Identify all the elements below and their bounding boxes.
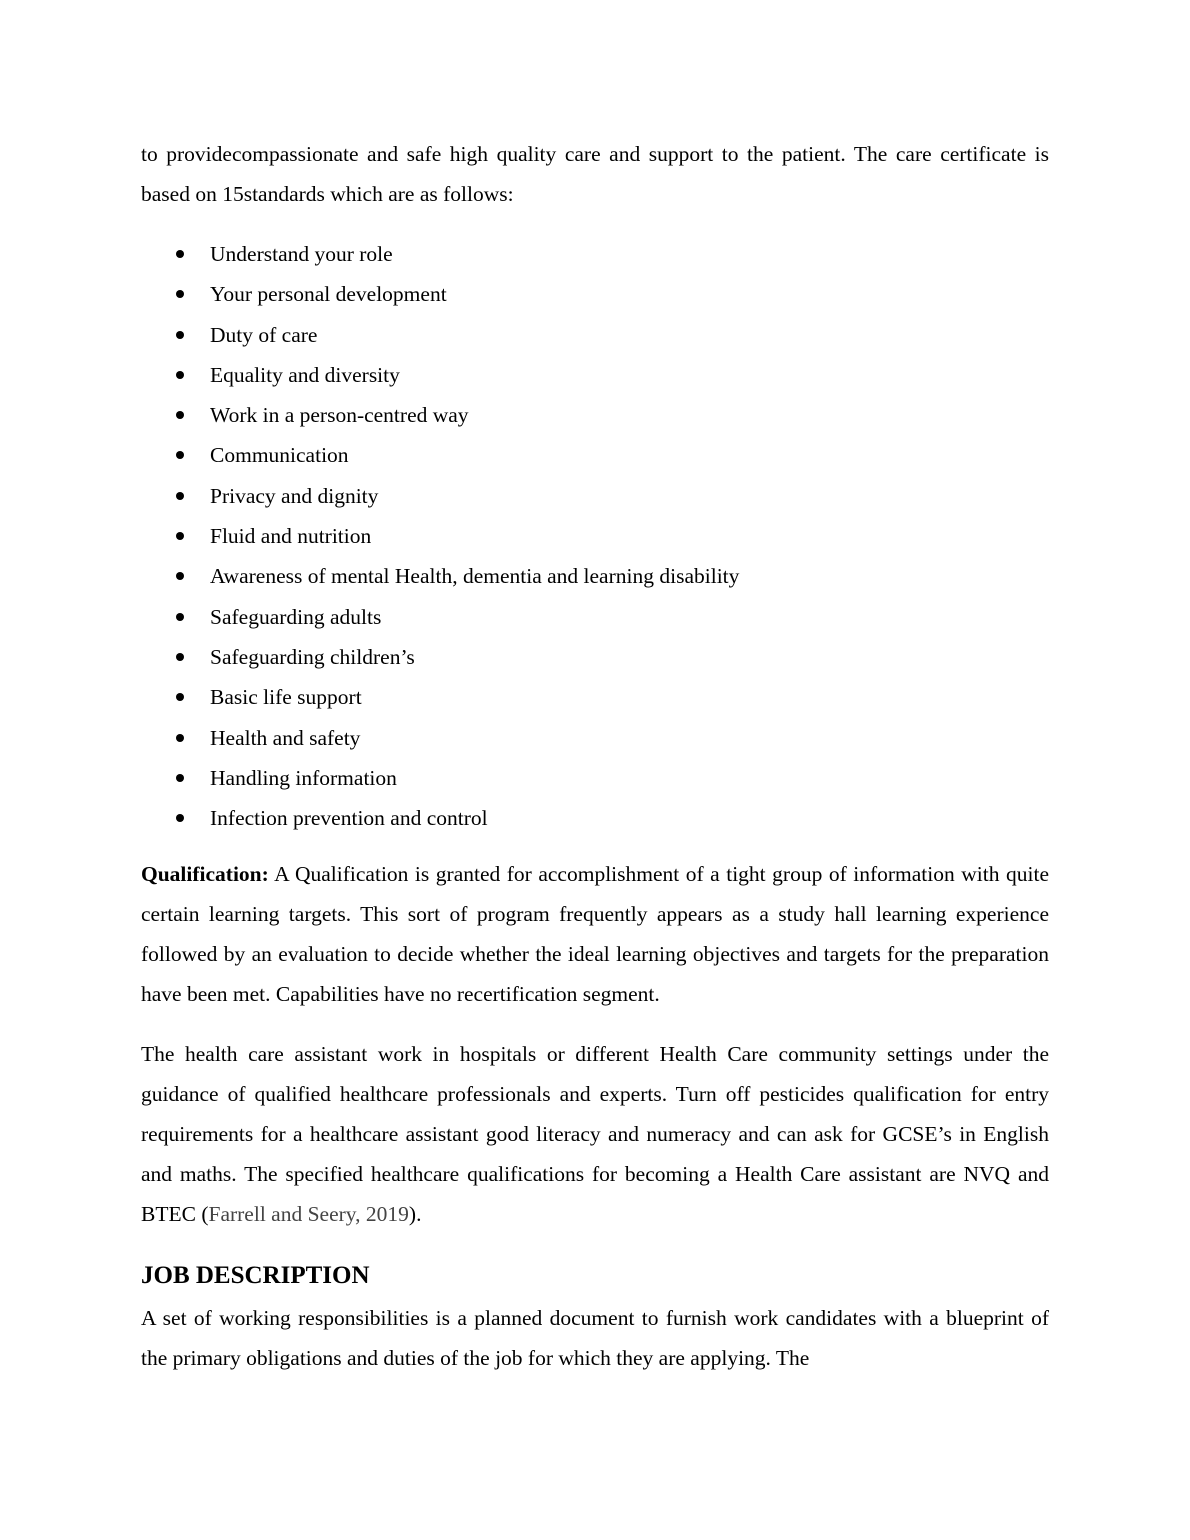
list-item: Communication	[141, 435, 1049, 475]
qualification-text: A Qualification is granted for accomplishment of a tight group of information with quite certain learning targets. This sort of program frequently appears as a study hall learning experience followed by an evaluation to decide whether the ideal learning objectives and targets for the preparation have been met. Capabilities have no recertification segment.	[141, 862, 1049, 1007]
section-heading: JOB DESCRIPTION	[141, 1262, 370, 1290]
bullet-icon	[176, 653, 184, 661]
list-item: Handling information	[141, 758, 1049, 798]
healthcare-assistant-paragraph	[141, 1034, 1049, 1234]
care-standards-list	[141, 234, 1049, 838]
citation-closing: ).	[408, 1202, 422, 1227]
bullet-icon	[176, 371, 184, 379]
bullet-icon	[176, 814, 184, 822]
bullet-icon	[176, 572, 184, 580]
job-description-paragraph	[141, 1298, 1049, 1378]
citation: Farrell and Seery, 2019	[208, 1202, 409, 1227]
list-item: Awareness of mental Health, dementia and learning disability	[141, 556, 1049, 596]
list-item: Health and safety	[141, 718, 1049, 758]
list-item: Infection prevention and control	[141, 798, 1049, 838]
bullet-icon	[176, 532, 184, 540]
bullet-icon	[176, 250, 184, 258]
qualification-label: Qualification:	[141, 862, 269, 887]
list-item: Understand your role	[141, 234, 1049, 274]
list-item: Work in a person-centred way	[141, 395, 1049, 435]
list-item: Equality and diversity	[141, 355, 1049, 395]
list-item: Fluid and nutrition	[141, 516, 1049, 556]
qualification-paragraph	[141, 854, 1049, 1014]
healthcare-text: The health care assistant work in hospitals or different Health Care community settings under the guidance of qualified healthcare professionals and experts. Turn off pesticides qualification for entry requirements for a healthcare assistant good literacy and numeracy and can ask for GCSE’s in English and maths. The specified healthcare qualifications for becoming a Health Care assistant are NVQ and BTEC (	[141, 1042, 1049, 1227]
bullet-icon	[176, 290, 184, 298]
bullet-icon	[176, 451, 184, 459]
list-item: Privacy and dignity	[141, 476, 1049, 516]
bullet-icon	[176, 331, 184, 339]
list-item: Duty of care	[141, 315, 1049, 355]
bullet-icon	[176, 774, 184, 782]
bullet-icon	[176, 613, 184, 621]
document-page	[141, 134, 1049, 1378]
job-description-text: A set of working responsibilities is a planned document to furnish work candidates with a blueprint of the primary obligations and duties of the job for which they are applying. The	[141, 1306, 1049, 1371]
list-item: Your personal development	[141, 274, 1049, 314]
bullet-icon	[176, 734, 184, 742]
bullet-icon	[176, 411, 184, 419]
bullet-icon	[176, 693, 184, 701]
intro-paragraph: to providecompassionate and safe high quality care and support to the patient. The care certificate is based on 15standards which are as follows:	[141, 142, 1049, 206]
bullet-icon	[176, 492, 184, 500]
list-item: Safeguarding children’s	[141, 637, 1049, 677]
list-item: Safeguarding adults	[141, 597, 1049, 637]
list-item: Basic life support	[141, 677, 1049, 717]
